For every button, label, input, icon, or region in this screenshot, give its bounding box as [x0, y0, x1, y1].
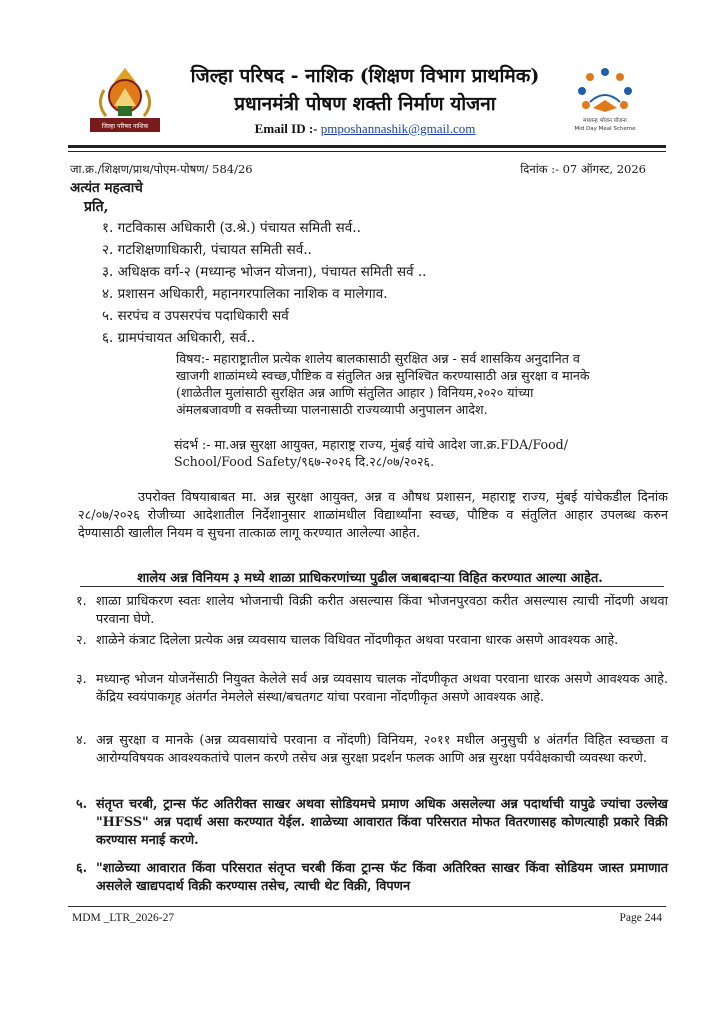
list-item-number: ६. [76, 861, 88, 876]
footer-doc-code: MDM _LTR_2026-27 [72, 912, 175, 924]
footer-divider [68, 906, 666, 907]
zilla-parishad-emblem-icon [84, 60, 166, 136]
list-item [76, 593, 668, 629]
list-item-number: ५. [76, 797, 88, 812]
right-logo-caption: मध्यान्ह भोजन योजना [583, 118, 627, 124]
list-item [76, 796, 668, 850]
footer-page-number: Page 244 [619, 912, 662, 924]
list-item-text: अन्न सुरक्षा व मानके (अन्न व्यवसायांचे परवाना व नोंदणी) विनियम, २०११ मधील अनुसुची ४ अंतर्गत विहित स्वच्छता व आरोग्यविषयक आवश्यकतांचे पालन करणे तसेच अन्न सुरक्षा प्रदर्शन फलक आणि अन्न सुरक्षा पर्यवेक्षकाची व्यवस्था करणे. [96, 733, 668, 766]
reference-number: जा.क्र./शिक्षण/प्राथ/पोएम-पोषण/ 584/26 [70, 162, 253, 176]
list-item [76, 632, 668, 650]
list-item-text: संतृप्त चरबी, ट्रान्स फॅट अतिरीक्त साखर अथवा सोडियमचे प्रमाण अधिक असलेल्या अन्न पदार्थाची यापुढे ज्यांचा उल्लेख "HFSS" अन्न पदार्थ असा करण्यात येईल. शाळेच्या आवारात किंवा परिसरात मोफत वितरणासह कोणत्याही प्रकारे विक्री करण्यास मनाई करणे. [96, 797, 668, 848]
section-heading: शालेय अन्न विनियम ३ मध्ये शाळा प्राधिकरणांच्या पुढील जबाबदाऱ्या विहित करण्यात आल्या आहेत. [137, 571, 603, 586]
addressee-item: ६. ग्रामपंचायत अधिकारी, सर्व.. [102, 330, 256, 346]
header-email-line [170, 121, 560, 137]
list-item-number: ४. [76, 733, 87, 748]
left-logo-caption: जिल्हा परिषद नाशिक [101, 123, 149, 130]
email-label: Email ID :- [254, 121, 321, 136]
mid-day-meal-logo-icon [568, 64, 642, 134]
header-scheme-title: प्रधानमंत्री पोषण शक्ती निर्माण योजना [234, 93, 496, 115]
reference-paragraph: संदर्भ :- मा.अन्न सुरक्षा आयुक्त, महाराष्ट्र राज्य, मुंबई यांचे आदेश जा.क्र.FDA/Food/ School/Food Safety/९६७-२०२६ दि.२८/०७/२०२६. [174, 437, 568, 469]
addressee-item: ५. सरपंच व उपसरपंच पदाधिकारी सर्व [102, 308, 289, 324]
addressee-item: १. गटविकास अधिकारी (उ.श्रे.) पंचायत समिती सर्व.. [102, 220, 361, 236]
list-item-text: "शाळेच्या आवारात किंवा परिसरात संतृप्त चरबी किंवा ट्रान्स फॅट किंवा अतिरिक्त साखर किंवा सोडियम जास्त प्रमाणात असलेले खाद्यपदार्थ विक्री करण्यास तसेच, त्याची थेट विक्री, विपणन [96, 861, 668, 894]
addressee-item: २. गटशिक्षणाधिकारी, पंचायत समिती सर्व.. [102, 242, 312, 258]
header-divider [68, 145, 666, 148]
email-link[interactable]: pmposhannashik@gmail.com [320, 121, 476, 136]
list-item-text: शाळेने कंत्राट दिलेला प्रत्येक अन्न व्यवसाय चालक विधिवत नोंदणीकृत अथवा परवाना धारक असणे आवश्यक आहे. [96, 633, 619, 648]
list-item-number: २. [76, 633, 87, 648]
list-item-number: ३. [76, 672, 87, 687]
body-paragraph: उपरोक्त विषयाबाबत मा. अन्न सुरक्षा आयुक्त, अन्न व औषध प्रशासन, महाराष्ट्र राज्य, मुंबई यांचेकडील दिनांक २८/०७/२०२६ रोजीच्या आदेशातील निर्देशानुसार शाळांमधील विद्यार्थ्यांना स्वच्छ, पौष्टिक व संतुलित आहार उपलब्ध करुन देण्यासाठी खालील नियम व सुचना तात्काळ लागू करण्यात आलेल्या आहेत. [78, 490, 668, 541]
list-item-number: १. [76, 594, 87, 609]
list-item [76, 732, 668, 768]
addressee-item: ३. अधिक्षक वर्ग-२ (मध्यान्ह भोजन योजना), पंचायत समिती सर्व .. [102, 264, 427, 280]
subject-paragraph: विषय:- महाराष्ट्रातील प्रत्येक शालेय बालकासाठी सुरक्षित अन्न - सर्व शासकिय अनुदानित व खाजगी शाळांमध्ये स्वच्छ,पौष्टिक व संतुलित अन्न सुनिश्चित करण्यासाठी अन्न सुरक्षा व मानके (शाळेतील मुलांसाठी सुरक्षित अन्न आणि संतुलित आहार ) विनियम,२०२० यांच्या अंमलबजावणी व सक्तीच्या पालनासाठी राज्यव्यापी अनुपालन आदेश. [176, 351, 590, 417]
list-item-text: शाळा प्राधिकरण स्वतः शालेय भोजनाची विक्री करीत असल्यास किंवा भोजनपुरवठा करीत असल्यास त्याची नोंदणी अथवा परवाना घेणे. [96, 594, 668, 627]
addressee-item: ४. प्रशासन अधिकारी, महानगरपालिका नाशिक व मालेगाव. [102, 286, 388, 302]
header-office-title: जिल्हा परिषद - नाशिक (शिक्षण विभाग प्राथमिक) [190, 65, 540, 87]
letter-date: दिनांक :- 07 ऑगस्ट, 2026 [520, 162, 646, 176]
section-heading-underline [80, 586, 664, 587]
urgent-label: अत्यंत महत्वाचे [70, 180, 143, 196]
salutation: प्रति, [84, 199, 109, 215]
list-item [76, 860, 668, 896]
right-logo-caption-en: Mid Day Meal Scheme [574, 126, 636, 132]
list-item [76, 671, 668, 707]
list-item-text: मध्यान्ह भोजन योजनेंसाठी नियुक्त केलेले सर्व अन्न व्यवसाय चालक नोंदणीकृत अथवा परवाना धारक असणे आवश्यक आहे. केंद्रिय स्वयंपाकगृह अंतर्गत नेमलेले संस्था/बचतगट यांचा परवाना नोंदणीकृत असणे आवश्यक आहे. [96, 672, 668, 705]
header-divider-thin [68, 151, 666, 152]
